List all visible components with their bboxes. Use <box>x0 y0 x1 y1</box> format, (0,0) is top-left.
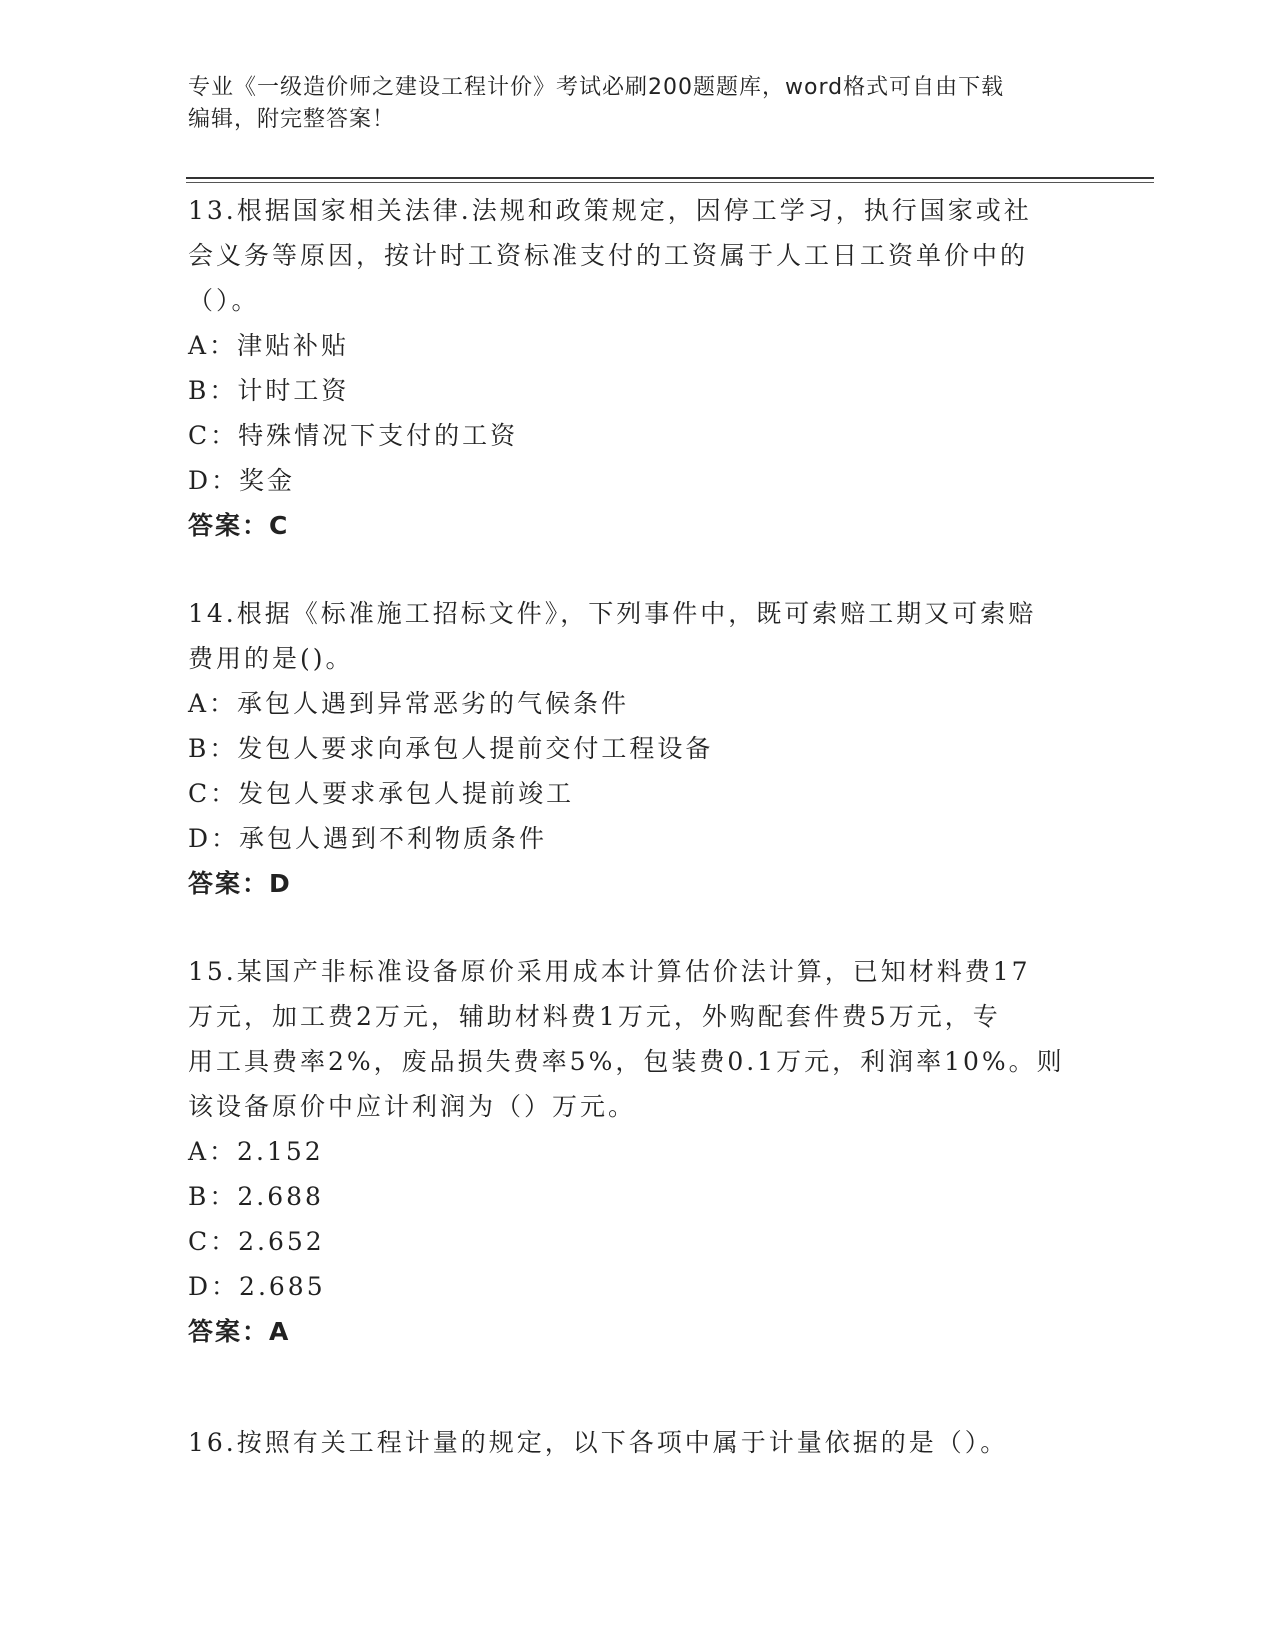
question-stem-line: 13.根据国家相关法律.法规和政策规定，因停工学习，执行国家或社 <box>188 196 1032 225</box>
option-d: D：2.685 <box>188 1272 326 1301</box>
header-line-2: 编辑，附完整答案！ <box>188 107 396 132</box>
answer-line: 答案：D <box>188 869 292 898</box>
document-header <box>188 72 1078 136</box>
header-line-1: 专业《一级造价师之建设工程计价》考试必刷200题题库，word格式可自由下载 <box>188 75 1005 100</box>
option-c: C：特殊情况下支付的工资 <box>188 421 519 450</box>
answer-line: 答案：A <box>188 1317 291 1346</box>
question-13 <box>188 188 1088 548</box>
option-b: B：计时工资 <box>188 376 350 405</box>
option-a: A：2.152 <box>188 1137 324 1166</box>
header-divider-thin <box>186 182 1154 183</box>
question-stem-line: 16.按照有关工程计量的规定，以下各项中属于计量依据的是（）。 <box>188 1428 1009 1457</box>
option-a: A：津贴补贴 <box>188 331 350 360</box>
question-15 <box>188 949 1088 1354</box>
option-d: D：承包人遇到不利物质条件 <box>188 824 548 853</box>
question-stem-line: 会义务等原因，按计时工资标准支付的工资属于人工日工资单价中的 <box>188 241 1029 270</box>
question-stem-line: 万元，加工费2万元，辅助材料费1万元，外购配套件费5万元，专 <box>188 1002 1001 1031</box>
option-c: C：发包人要求承包人提前竣工 <box>188 779 575 808</box>
option-b: B：2.688 <box>188 1182 324 1211</box>
question-stem-line: 用工具费率2%，废品损失费率5%，包装费0.1万元，利润率10%。则 <box>188 1047 1065 1076</box>
option-d: D：奖金 <box>188 466 296 495</box>
option-b: B：发包人要求向承包人提前交付工程设备 <box>188 734 714 763</box>
header-divider-thick <box>186 177 1154 179</box>
question-14 <box>188 591 1088 906</box>
question-16 <box>188 1420 1088 1465</box>
option-a: A：承包人遇到异常恶劣的气候条件 <box>188 689 630 718</box>
answer-line: 答案：C <box>188 511 290 540</box>
question-stem-line: （）。 <box>188 286 260 315</box>
question-stem-line: 费用的是()。 <box>188 644 354 673</box>
question-stem-line: 该设备原价中应计利润为（）万元。 <box>188 1092 637 1121</box>
option-c: C：2.652 <box>188 1227 325 1256</box>
question-stem-line: 14.根据《标准施工招标文件》，下列事件中，既可索赔工期又可索赔 <box>188 599 1037 628</box>
question-stem-line: 15.某国产非标准设备原价采用成本计算估价法计算，已知材料费17 <box>188 957 1031 986</box>
